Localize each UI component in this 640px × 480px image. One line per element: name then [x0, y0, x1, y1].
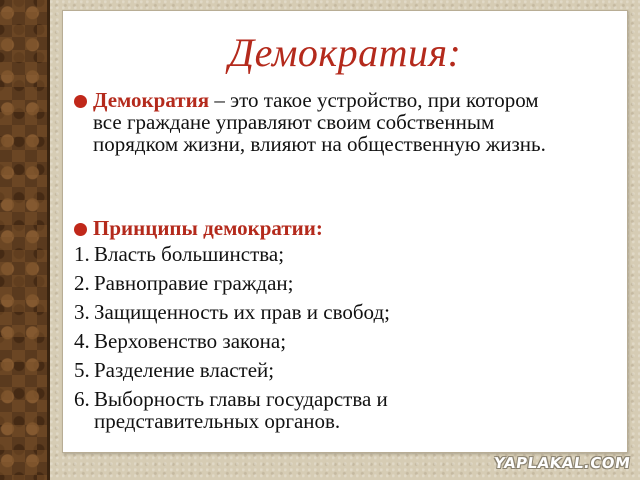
definition-paragraph	[93, 89, 563, 155]
slide-title: Демократия:	[228, 30, 462, 75]
watermark-logo: YAPLAKAL.COM	[492, 454, 632, 472]
list-item-text: Власть большинства;	[94, 242, 285, 266]
list-item-text: Защищенность их прав и свобод;	[94, 300, 390, 324]
list-item-number: 4.	[74, 329, 90, 353]
list-item-text: Выборность главы государства и представительных органов.	[94, 387, 388, 433]
list-item-number: 5.	[74, 358, 90, 382]
list-item-number: 1.	[74, 242, 90, 266]
slide-card	[62, 10, 628, 453]
definition-bullet	[74, 89, 563, 155]
list-item-text: Верховенство закона;	[94, 329, 287, 353]
list-item-text: Равноправие граждан;	[94, 271, 294, 295]
list-item-number: 2.	[74, 271, 90, 295]
decorative-wood-strip	[0, 0, 50, 480]
list-item	[74, 301, 554, 330]
list-item	[74, 243, 554, 272]
list-item	[74, 272, 554, 301]
principles-heading: Принципы демократии:	[93, 216, 323, 240]
list-item	[74, 330, 554, 359]
list-item-text: Разделение властей;	[94, 358, 275, 382]
list-item	[74, 359, 554, 388]
definition-text: – это такое устройство, при котором все граждане управляют своим собственным порядком жизни, влияют на общественную жизнь.	[93, 88, 546, 156]
bullet-icon	[74, 95, 87, 108]
definition-keyword: Демократия	[93, 88, 210, 112]
list-item	[74, 388, 554, 436]
list-item-number: 3.	[74, 300, 90, 324]
list-item-number: 6.	[74, 387, 90, 411]
bullet-icon	[74, 223, 87, 236]
principles-list	[74, 243, 554, 436]
principles-bullet	[74, 217, 323, 239]
